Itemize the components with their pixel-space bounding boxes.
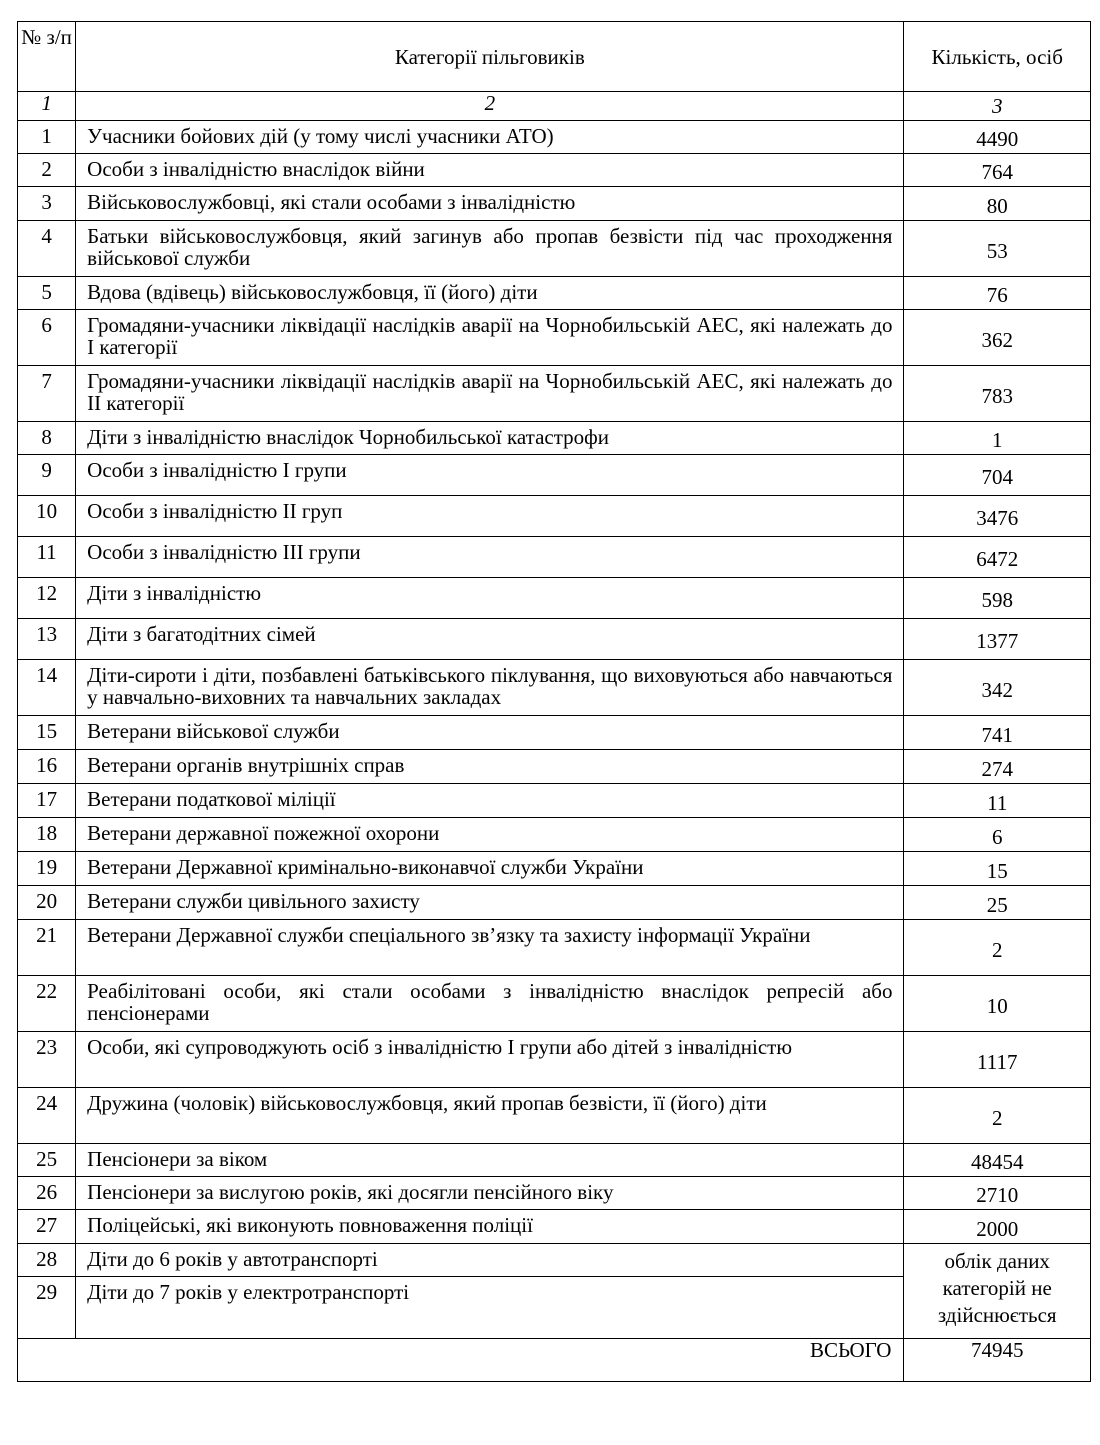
row-number: 25 bbox=[18, 1144, 76, 1177]
row-category: Пенсіонери за віком bbox=[76, 1144, 904, 1177]
row-category: Особи з інвалідністю ІІ груп bbox=[76, 496, 904, 537]
row-number: 15 bbox=[18, 716, 76, 750]
table-row bbox=[18, 1244, 1091, 1277]
table-row bbox=[18, 310, 1091, 366]
row-category: Громадяни-учасники ліквідації наслідків аварії на Чорнобильській АЕС, які належать до І категорії bbox=[76, 310, 904, 366]
table-row bbox=[18, 750, 1091, 784]
row-number: 7 bbox=[18, 366, 76, 422]
row-number: 9 bbox=[18, 455, 76, 496]
row-category: Поліцейські, які виконують повноваження поліції bbox=[76, 1210, 904, 1244]
row-count: 274 bbox=[904, 750, 1091, 784]
column-index: 1 bbox=[18, 92, 76, 121]
table-row bbox=[18, 578, 1091, 619]
row-count: 25 bbox=[904, 886, 1091, 920]
row-category: Діти до 7 років у електротранспорті bbox=[76, 1277, 904, 1339]
row-count: 2710 bbox=[904, 1177, 1091, 1210]
row-category: Діти до 6 років у автотранспорті bbox=[76, 1244, 904, 1277]
row-count: 1117 bbox=[904, 1032, 1091, 1088]
row-category: Ветерани державної пожежної охорони bbox=[76, 818, 904, 852]
row-category: Батьки військовослужбовця, який загинув або пропав безвісти під час проходження військової служби bbox=[76, 221, 904, 277]
table-row bbox=[18, 976, 1091, 1032]
table-row bbox=[18, 422, 1091, 455]
table-row bbox=[18, 366, 1091, 422]
row-number: 29 bbox=[18, 1277, 76, 1339]
row-count: 10 bbox=[904, 976, 1091, 1032]
row-category: Особи з інвалідністю І групи bbox=[76, 455, 904, 496]
row-number: 17 bbox=[18, 784, 76, 818]
row-category: Учасники бойових дій (у тому числі учасники АТО) bbox=[76, 121, 904, 154]
row-number: 23 bbox=[18, 1032, 76, 1088]
row-count: 15 bbox=[904, 852, 1091, 886]
row-category: Діти з інвалідністю внаслідок Чорнобильської катастрофи bbox=[76, 422, 904, 455]
row-count: 6472 bbox=[904, 537, 1091, 578]
header-row bbox=[18, 22, 1091, 92]
row-count: 741 bbox=[904, 716, 1091, 750]
header-category: Категорії пільговиків bbox=[76, 22, 904, 92]
row-category: Пенсіонери за вислугою років, які досягли пенсійного віку bbox=[76, 1177, 904, 1210]
table-row bbox=[18, 920, 1091, 976]
header-count: Кількість, осіб bbox=[904, 22, 1091, 92]
column-index: 3 bbox=[904, 92, 1091, 121]
row-category: Громадяни-учасники ліквідації наслідків аварії на Чорнобильській АЕС, які належать до ІІ категорії bbox=[76, 366, 904, 422]
benefit-categories-table bbox=[17, 21, 1091, 1382]
table-row bbox=[18, 496, 1091, 537]
header-num: № з/п bbox=[18, 22, 76, 92]
row-category: Діти-сироти і діти, позбавлені батьківського піклування, що виховуються або навчаються у навчально-виховних та навчальних закладах bbox=[76, 660, 904, 716]
row-category: Особи з інвалідністю ІІІ групи bbox=[76, 537, 904, 578]
row-count: 6 bbox=[904, 818, 1091, 852]
row-number: 21 bbox=[18, 920, 76, 976]
row-number: 8 bbox=[18, 422, 76, 455]
row-number: 4 bbox=[18, 221, 76, 277]
row-number: 18 bbox=[18, 818, 76, 852]
row-category: Діти з інвалідністю bbox=[76, 578, 904, 619]
table-row bbox=[18, 277, 1091, 310]
row-number: 10 bbox=[18, 496, 76, 537]
table-row bbox=[18, 852, 1091, 886]
row-count: 362 bbox=[904, 310, 1091, 366]
row-category: Ветерани Державної служби спеціального зв’язку та захисту інформації України bbox=[76, 920, 904, 976]
row-number: 19 bbox=[18, 852, 76, 886]
row-number: 26 bbox=[18, 1177, 76, 1210]
row-category: Особи з інвалідністю внаслідок війни bbox=[76, 154, 904, 187]
row-category: Особи, які супроводжують осіб з інвалідністю І групи або дітей з інвалідністю bbox=[76, 1032, 904, 1088]
column-index: 2 bbox=[76, 92, 904, 121]
column-index-row bbox=[18, 92, 1091, 121]
row-number: 28 bbox=[18, 1244, 76, 1277]
row-number: 20 bbox=[18, 886, 76, 920]
row-count: 3476 bbox=[904, 496, 1091, 537]
row-count: 764 bbox=[904, 154, 1091, 187]
total-label: ВСЬОГО bbox=[18, 1339, 904, 1382]
row-count: 598 bbox=[904, 578, 1091, 619]
row-count: 1 bbox=[904, 422, 1091, 455]
row-category: Ветерани військової служби bbox=[76, 716, 904, 750]
row-count: 1377 bbox=[904, 619, 1091, 660]
table-row bbox=[18, 1144, 1091, 1177]
row-category: Ветерани Державної кримінально-виконавчої служби України bbox=[76, 852, 904, 886]
table-row bbox=[18, 221, 1091, 277]
row-count: 2 bbox=[904, 1088, 1091, 1144]
row-number: 13 bbox=[18, 619, 76, 660]
row-category: Ветерани податкової міліції bbox=[76, 784, 904, 818]
row-category: Вдова (вдівець) військовослужбовця, її (його) діти bbox=[76, 277, 904, 310]
table-row bbox=[18, 716, 1091, 750]
table-row bbox=[18, 1177, 1091, 1210]
row-number: 16 bbox=[18, 750, 76, 784]
table-row bbox=[18, 537, 1091, 578]
row-count: 342 bbox=[904, 660, 1091, 716]
table-row bbox=[18, 660, 1091, 716]
row-number: 27 bbox=[18, 1210, 76, 1244]
row-number: 22 bbox=[18, 976, 76, 1032]
table-row bbox=[18, 1210, 1091, 1244]
table-row bbox=[18, 121, 1091, 154]
row-category: Ветерани служби цивільного захисту bbox=[76, 886, 904, 920]
row-count: 53 bbox=[904, 221, 1091, 277]
table-row bbox=[18, 784, 1091, 818]
row-count: 2 bbox=[904, 920, 1091, 976]
row-number: 1 bbox=[18, 121, 76, 154]
row-count: 48454 bbox=[904, 1144, 1091, 1177]
table-row bbox=[18, 818, 1091, 852]
row-number: 14 bbox=[18, 660, 76, 716]
total-value: 74945 bbox=[904, 1339, 1091, 1382]
table-row bbox=[18, 1088, 1091, 1144]
table-row bbox=[18, 619, 1091, 660]
row-count: 783 bbox=[904, 366, 1091, 422]
merged-note: облік даних категорій не здійснюється bbox=[904, 1244, 1091, 1339]
row-category: Дружина (чоловік) військовослужбовця, який пропав безвісти, її (його) діти bbox=[76, 1088, 904, 1144]
total-row bbox=[18, 1339, 1091, 1382]
row-number: 3 bbox=[18, 187, 76, 221]
row-number: 6 bbox=[18, 310, 76, 366]
table-row bbox=[18, 187, 1091, 221]
row-category: Діти з багатодітних сімей bbox=[76, 619, 904, 660]
table-row bbox=[18, 455, 1091, 496]
row-count: 2000 bbox=[904, 1210, 1091, 1244]
row-count: 4490 bbox=[904, 121, 1091, 154]
row-count: 704 bbox=[904, 455, 1091, 496]
row-count: 76 bbox=[904, 277, 1091, 310]
row-number: 5 bbox=[18, 277, 76, 310]
row-count: 11 bbox=[904, 784, 1091, 818]
row-number: 12 bbox=[18, 578, 76, 619]
row-category: Ветерани органів внутрішніх справ bbox=[76, 750, 904, 784]
row-category: Військовослужбовці, які стали особами з інвалідністю bbox=[76, 187, 904, 221]
row-number: 24 bbox=[18, 1088, 76, 1144]
table-row bbox=[18, 154, 1091, 187]
row-number: 11 bbox=[18, 537, 76, 578]
row-count: 80 bbox=[904, 187, 1091, 221]
row-category: Реабілітовані особи, які стали особами з інвалідністю внаслідок репресій або пенсіонерами bbox=[76, 976, 904, 1032]
table-row bbox=[18, 1032, 1091, 1088]
table-row bbox=[18, 886, 1091, 920]
row-number: 2 bbox=[18, 154, 76, 187]
